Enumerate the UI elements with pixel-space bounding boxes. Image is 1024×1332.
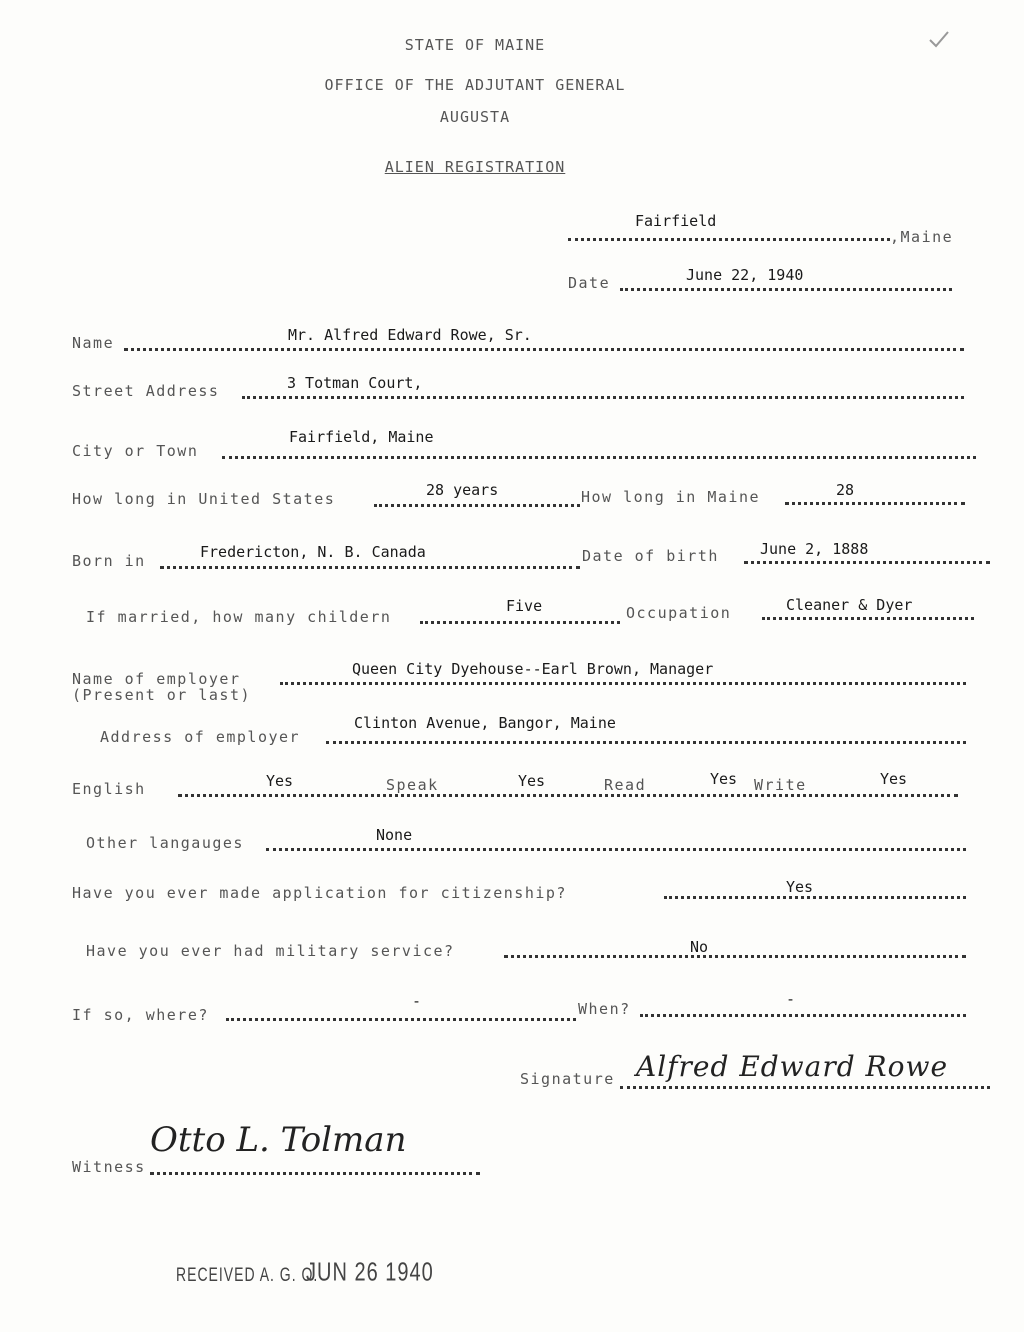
speak-label: Speak: [386, 776, 439, 794]
years-us-value: 28 years: [426, 481, 499, 499]
where-label: If so, where?: [72, 1006, 209, 1024]
write-label: Write: [754, 776, 807, 794]
dotted-fill-line: [744, 561, 990, 564]
dotted-fill-line: [226, 1018, 576, 1021]
when-label: When?: [578, 1000, 631, 1018]
place-state: ,Maine: [890, 228, 954, 246]
dotted-fill-line: [762, 617, 974, 620]
dotted-fill-line: [504, 955, 966, 958]
years-maine-value: 28: [836, 481, 855, 499]
city-value: Fairfield, Maine: [289, 428, 434, 446]
dotted-fill-line: [242, 396, 964, 399]
children-label: If married, how many childern: [86, 608, 392, 626]
form-title: ALIEN REGISTRATION: [384, 158, 566, 176]
where-value: -: [412, 992, 422, 1010]
dotted-fill-line: [620, 288, 952, 291]
employer-address-value: Clinton Avenue, Bangor, Maine: [354, 714, 616, 732]
name-label: Name: [72, 334, 115, 352]
header-city: AUGUSTA: [439, 108, 511, 126]
received-stamp-label: RECEIVED A. G. O.: [176, 1262, 319, 1286]
dotted-fill-line: [326, 741, 966, 744]
witness-signature: Otto L. Tolman: [150, 1120, 407, 1160]
dotted-fill-line: [785, 502, 965, 505]
when-value: -: [786, 990, 796, 1008]
years-us-label: How long in United States: [72, 490, 336, 508]
street-value: 3 Totman Court,: [287, 374, 423, 392]
employer-value: Queen City Dyehouse--Earl Brown, Manager: [352, 660, 714, 678]
witness-label: Witness: [72, 1158, 146, 1176]
employer-label: Name of employer: [72, 670, 241, 688]
dotted-fill-line: [266, 848, 966, 851]
other-languages-value: None: [376, 826, 413, 844]
dotted-fill-line: [620, 1086, 990, 1089]
write-value: Yes: [880, 770, 908, 788]
children-value: Five: [506, 597, 543, 615]
street-label: Street Address: [72, 382, 220, 400]
dotted-fill-line: [280, 682, 966, 685]
employer-sublabel: (Present or last): [72, 686, 252, 704]
header-office: OFFICE OF THE ADJUTANT GENERAL: [324, 76, 626, 94]
signature-handwriting: Alfred Edward Rowe: [636, 1050, 949, 1083]
dotted-fill-line: [222, 456, 976, 459]
dotted-fill-line: [568, 238, 890, 241]
date-value: June 22, 1940: [686, 266, 804, 284]
dotted-fill-line: [420, 621, 620, 624]
place-value: Fairfield: [635, 212, 717, 230]
header-state: STATE OF MAINE: [404, 36, 546, 54]
date-label: Date: [568, 274, 611, 292]
dotted-fill-line: [124, 348, 964, 351]
english-value: Yes: [266, 772, 294, 790]
occupation-value: Cleaner & Dyer: [786, 596, 913, 614]
dotted-fill-line: [374, 504, 580, 507]
occupation-label: Occupation: [626, 604, 732, 622]
military-label: Have you ever had military service?: [86, 942, 455, 960]
dotted-fill-line: [160, 566, 580, 569]
other-languages-label: Other langauges: [86, 834, 244, 852]
citizenship-value: Yes: [786, 878, 814, 896]
dotted-fill-line: [150, 1172, 480, 1175]
read-value: Yes: [710, 770, 738, 788]
dotted-fill-line: [664, 896, 966, 899]
citizenship-label: Have you ever made application for citizenship?: [72, 884, 567, 902]
born-in-label: Born in: [72, 552, 146, 570]
read-label: Read: [604, 776, 647, 794]
born-in-value: Fredericton, N. B. Canada: [200, 543, 426, 561]
military-value: No: [690, 938, 709, 956]
years-maine-label: How long in Maine: [581, 488, 761, 506]
dotted-fill-line: [640, 1014, 966, 1017]
employer-address-label: Address of employer: [100, 728, 301, 746]
speak-value: Yes: [518, 772, 546, 790]
dotted-fill-line: [178, 794, 958, 797]
name-value: Mr. Alfred Edward Rowe, Sr.: [288, 326, 532, 344]
city-label: City or Town: [72, 442, 199, 460]
birth-date-label: Date of birth: [582, 547, 719, 565]
signature-label: Signature: [520, 1070, 615, 1088]
birth-date-value: June 2, 1888: [760, 540, 869, 558]
english-label: English: [72, 780, 146, 798]
received-stamp-date: JUN 26 1940: [306, 1258, 434, 1288]
